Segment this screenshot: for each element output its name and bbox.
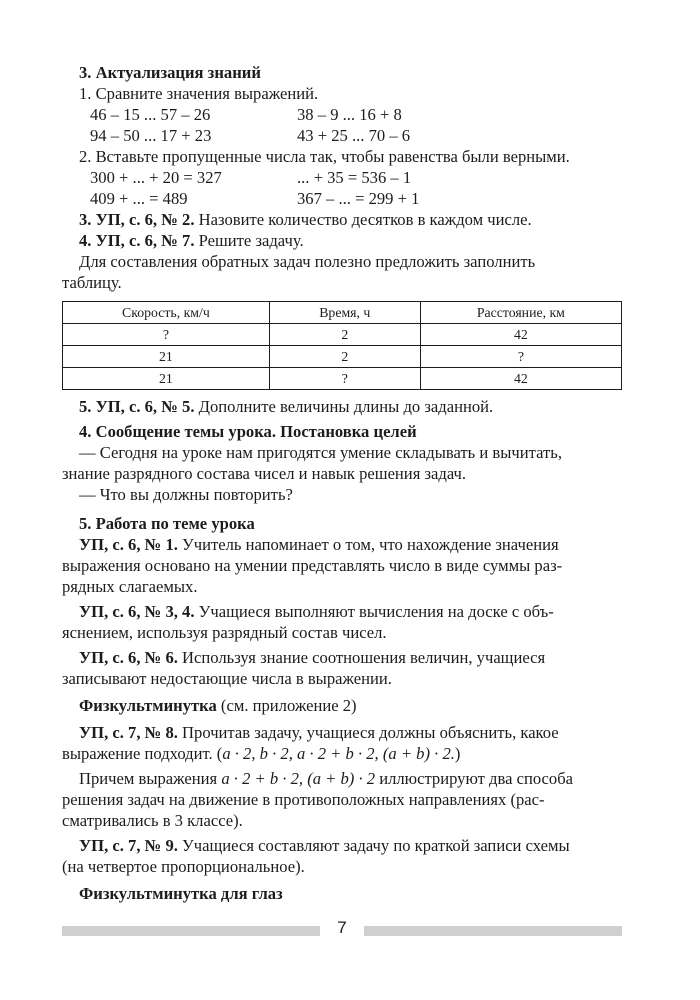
para-line: решения задач на движение в противоположных направлениях (рас- — [62, 790, 545, 809]
note-line: таблицу. — [62, 273, 122, 292]
table-cell: 2 — [269, 346, 420, 368]
task-ref: УП, с. 6, № 1. — [79, 535, 178, 554]
section-5-title: 5. Работа по теме урока — [79, 514, 255, 533]
expr: 367 – ... = 299 + 1 — [297, 189, 420, 208]
task-ref: УП, с. 6, № 6. — [79, 648, 178, 667]
dialog-line: знание разрядного состава чисел и навык решения задач. — [62, 464, 467, 483]
task-ref: 4. УП, с. 6, № 7. — [79, 231, 195, 250]
table-cell: 42 — [420, 368, 621, 390]
fizminutka-label: Физкультминутка — [79, 696, 217, 715]
table-row — [63, 324, 622, 346]
expr-row-1 — [62, 104, 622, 125]
para-text: Прочитав задачу, учащиеся должны объяснить, какое — [177, 723, 559, 742]
task-3 — [62, 209, 622, 230]
para-text: иллюстрируют два способа — [375, 769, 574, 788]
table-cell: ? — [269, 368, 420, 390]
dialog-line: — Что вы должны повторить? — [79, 485, 293, 504]
task-ref: 3. УП, с. 6, № 2. — [79, 210, 195, 229]
expr: ... + 35 = 536 – 1 — [297, 168, 412, 187]
task-5 — [62, 396, 622, 417]
para-line: рядных слагаемых. — [62, 577, 198, 596]
page-content — [62, 58, 622, 904]
section-4-title: 4. Сообщение темы урока. Постановка целей — [79, 422, 417, 441]
task-text: Назовите количество десятков в каждом числе. — [194, 210, 532, 229]
para-line — [62, 835, 622, 856]
expr: 46 – 15 ... 57 – 26 — [90, 105, 211, 124]
table-cell: 21 — [63, 368, 270, 390]
formula: a · 2, b · 2, a · 2 + b · 2, (a + b) · 2. — [222, 744, 455, 763]
para-line: (на четвертое пропорциональное). — [62, 857, 305, 876]
expr: 300 + ... + 20 = 327 — [90, 168, 222, 187]
table-cell: ? — [420, 346, 621, 368]
table-cell: 2 — [269, 324, 420, 346]
para-text: выражение подходит. ( — [62, 744, 223, 763]
page-number: 7 — [337, 918, 347, 937]
para-line: выражения основано на умении представлять число в виде суммы раз- — [62, 556, 563, 575]
expr: 43 + 25 ... 70 – 6 — [297, 126, 411, 145]
task-text: Решите задачу. — [194, 231, 304, 250]
data-table — [62, 301, 622, 390]
expr-row-3 — [62, 167, 622, 188]
table-header: Расстояние, км — [420, 302, 621, 324]
table-cell: 42 — [420, 324, 621, 346]
task-ref: УП, с. 6, № 3, 4. — [79, 602, 195, 621]
task-ref: 5. УП, с. 6, № 5. — [79, 397, 195, 416]
para-line — [62, 768, 622, 789]
para-text: Используя знание соотношения величин, учащиеся — [177, 648, 546, 667]
footer-rule-right — [364, 926, 622, 936]
dialog-line: — Сегодня на уроке нам пригодятся умение складывать и вычитать, — [79, 443, 562, 462]
table-cell: ? — [63, 324, 270, 346]
footer-rule-left — [62, 926, 320, 936]
expr: 94 – 50 ... 17 + 23 — [90, 126, 212, 145]
page-footer — [62, 918, 622, 940]
task-text: Дополните величины длины до заданной. — [194, 397, 494, 416]
task-ref: УП, с. 7, № 9. — [79, 836, 178, 855]
note-line: Для составления обратных задач полезно предложить заполнить — [79, 252, 536, 271]
para-line — [62, 534, 622, 555]
task-2: 2. Вставьте пропущенные числа так, чтобы равенства были верными. — [79, 147, 570, 166]
para-text: Учащиеся выполняют вычисления на доске с объ- — [194, 602, 554, 621]
para-line — [62, 647, 622, 668]
para-text: ) — [454, 744, 461, 763]
table-header: Время, ч — [269, 302, 420, 324]
expr-row-4 — [62, 188, 622, 209]
expr: 38 – 9 ... 16 + 8 — [297, 105, 402, 124]
para-line: записывают недостающие числа в выражении. — [62, 669, 392, 688]
fizminutka-2 — [62, 883, 622, 904]
table-row — [63, 368, 622, 390]
fizminutka-label: Физкультминутка для глаз — [79, 884, 283, 903]
table-row — [63, 346, 622, 368]
para-line — [62, 743, 622, 764]
fizminutka-note: (см. приложение 2) — [216, 696, 357, 715]
para-text: Учитель напоминает о том, что нахождение значения — [177, 535, 559, 554]
table-header: Скорость, км/ч — [63, 302, 270, 324]
para-line: яснением, используя разрядный состав чисел. — [62, 623, 387, 642]
expr: 409 + ... = 489 — [90, 189, 188, 208]
task-ref: УП, с. 7, № 8. — [79, 723, 178, 742]
task-4 — [62, 230, 622, 251]
para-text: Причем выражения — [79, 769, 222, 788]
expr-row-2 — [62, 125, 622, 146]
para-line: сматривались в 3 классе). — [62, 811, 243, 830]
formula: a · 2 + b · 2, (a + b) · 2 — [221, 769, 376, 788]
table-header-row — [63, 302, 622, 324]
para-line — [62, 722, 622, 743]
para-text: Учащиеся составляют задачу по краткой записи схемы — [177, 836, 570, 855]
fizminutka-1 — [62, 695, 622, 716]
para-line — [62, 601, 622, 622]
task-1: 1. Сравните значения выражений. — [79, 84, 319, 103]
table-cell: 21 — [63, 346, 270, 368]
section-3-title: 3. Актуализация знаний — [79, 63, 261, 82]
